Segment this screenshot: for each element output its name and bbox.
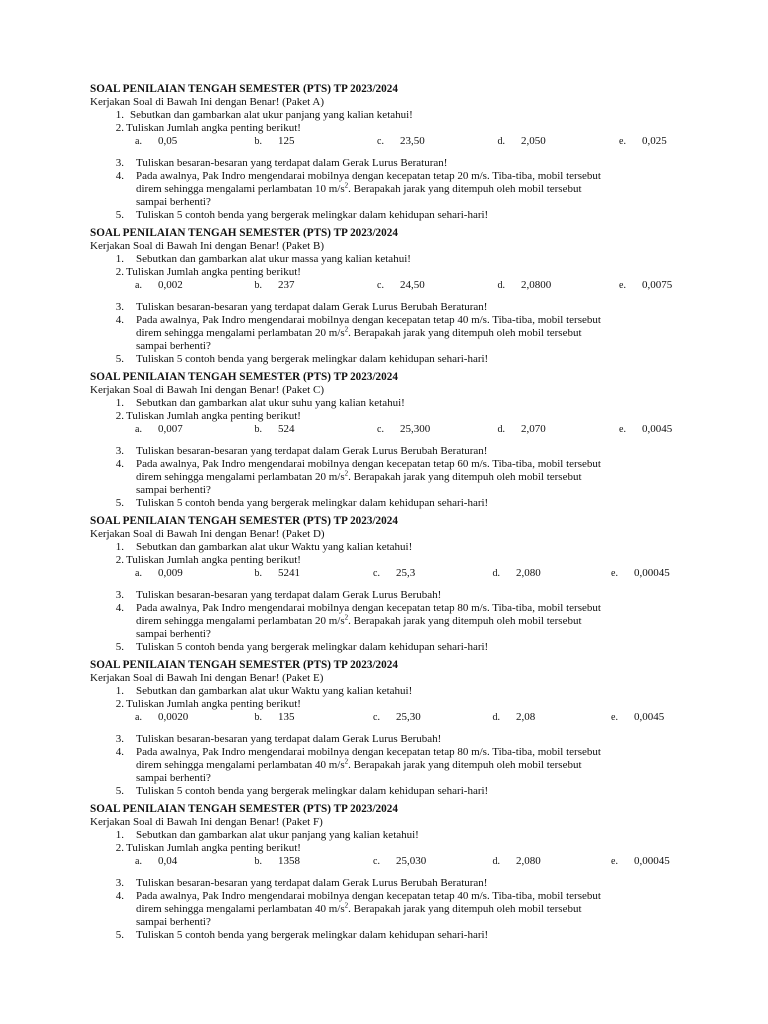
- question-number: 1.: [115, 397, 124, 409]
- exam-section-c: [0, 371, 768, 511]
- option-letter: c.: [373, 856, 380, 867]
- question-text: Tuliskan 5 contoh benda yang bergerak melingkar dalam kehidupan sehari-hari!: [136, 929, 489, 941]
- question-text: Tuliskan besaran-besaran yang terdapat dalam Gerak Lurus Berubah Beraturan!: [136, 445, 488, 457]
- question-number: 1.: [115, 109, 124, 121]
- question-text: Tuliskan Jumlah angka penting berikut!: [126, 554, 301, 566]
- question-text: Tuliskan 5 contoh benda yang bergerak melingkar dalam kehidupan sehari-hari!: [136, 497, 489, 509]
- option-value: 0,00045: [634, 567, 670, 579]
- option-letter: c.: [377, 280, 384, 291]
- section-title: SOAL PENILAIAN TENGAH SEMESTER (PTS) TP 2023/2024: [90, 371, 398, 383]
- option-letter: a.: [135, 280, 142, 291]
- section-instruction: Kerjakan Soal di Bawah Ini dengan Benar! (Paket C): [90, 384, 324, 396]
- question-number: 3.: [115, 733, 124, 745]
- option-value: 0,0020: [158, 711, 189, 723]
- option-letter: a.: [135, 568, 142, 579]
- section-title: SOAL PENILAIAN TENGAH SEMESTER (PTS) TP 2023/2024: [90, 659, 398, 671]
- question-number: 4.: [115, 170, 124, 182]
- exam-section-d: [0, 515, 768, 655]
- question-text: Pada awalnya, Pak Indro mengendarai mobilnya dengan kecepatan tetap 80 m/s. Tiba-tiba, mobil tersebut: [136, 746, 601, 758]
- superscript: 2: [344, 757, 349, 766]
- option-letter: c.: [377, 136, 384, 147]
- question-number: 1.: [115, 685, 124, 697]
- question-text: Tuliskan 5 contoh benda yang bergerak melingkar dalam kehidupan sehari-hari!: [136, 353, 489, 365]
- section-title: SOAL PENILAIAN TENGAH SEMESTER (PTS) TP 2023/2024: [90, 803, 398, 815]
- question-text: Tuliskan Jumlah angka penting berikut!: [126, 698, 301, 710]
- option-value: 2,080: [516, 855, 541, 867]
- option-letter: a.: [135, 712, 142, 723]
- question-text-line: sampai berhenti?: [136, 916, 211, 928]
- option-value: 0,04: [158, 855, 178, 867]
- option-value: 25,300: [400, 423, 431, 435]
- question-text: Sebutkan dan gambarkan alat ukur panjang yang kalian ketahui!: [136, 829, 419, 841]
- question-number: 1.: [115, 829, 124, 841]
- question-number: 4.: [115, 602, 124, 614]
- option-value: 0,025: [642, 135, 667, 147]
- text-span: direm sehingga mengalami perlambatan 40 m/s: [136, 903, 345, 915]
- text-span: . Berapakah jarak yang ditempuh oleh mobil tersebut: [348, 471, 582, 483]
- text-span: direm sehingga mengalami perlambatan 40 m/s: [136, 759, 345, 771]
- option-letter: d.: [497, 424, 505, 435]
- section-title: SOAL PENILAIAN TENGAH SEMESTER (PTS) TP 2023/2024: [90, 515, 398, 527]
- superscript: 2: [344, 325, 349, 334]
- option-value: 2,08: [516, 711, 536, 723]
- exam-section-f: [0, 803, 768, 943]
- question-text: Tuliskan Jumlah angka penting berikut!: [126, 842, 301, 854]
- question-text-line: sampai berhenti?: [136, 196, 211, 208]
- option-value: 2,080: [516, 567, 541, 579]
- question-number: 3.: [115, 301, 124, 313]
- question-number: 2.: [115, 698, 124, 710]
- question-number: 2.: [115, 554, 124, 566]
- question-number: 2.: [115, 842, 124, 854]
- option-value: 25,3: [396, 567, 416, 579]
- option-letter: d.: [497, 280, 505, 291]
- question-number: 5.: [115, 929, 124, 941]
- option-letter: d.: [497, 136, 505, 147]
- option-value: 25,030: [396, 855, 427, 867]
- question-text-line: [136, 903, 582, 916]
- section-instruction: Kerjakan Soal di Bawah Ini dengan Benar! (Paket D): [90, 528, 325, 540]
- section-instruction: Kerjakan Soal di Bawah Ini dengan Benar! (Paket E): [90, 672, 324, 684]
- option-letter: b.: [254, 568, 262, 579]
- text-span: . Berapakah jarak yang ditempuh oleh mobil tersebut: [348, 615, 582, 627]
- question-number: 3.: [115, 877, 124, 889]
- question-text: Tuliskan besaran-besaran yang terdapat dalam Gerak Lurus Berubah!: [136, 589, 442, 601]
- superscript: 2: [344, 181, 349, 190]
- option-value: 0,0075: [642, 279, 673, 291]
- question-text-line: sampai berhenti?: [136, 772, 211, 784]
- option-letter: a.: [135, 424, 142, 435]
- question-text: Pada awalnya, Pak Indro mengendarai mobilnya dengan kecepatan tetap 40 m/s. Tiba-tiba, mobil tersebut: [136, 890, 601, 902]
- question-number: 5.: [115, 785, 124, 797]
- option-value: 0,05: [158, 135, 178, 147]
- question-text: Pada awalnya, Pak Indro mengendarai mobilnya dengan kecepatan tetap 20 m/s. Tiba-tiba, mobil tersebut: [136, 170, 601, 182]
- option-value: 2,070: [521, 423, 546, 435]
- option-letter: c.: [377, 424, 384, 435]
- question-text: Tuliskan Jumlah angka penting berikut!: [126, 122, 301, 134]
- option-value: 135: [278, 711, 295, 723]
- question-number: 3.: [115, 445, 124, 457]
- question-number: 2.: [115, 410, 124, 422]
- text-span: direm sehingga mengalami perlambatan 20 m/s: [136, 327, 345, 339]
- question-number: 3.: [115, 589, 124, 601]
- exam-section-a: [0, 83, 768, 223]
- superscript: 2: [344, 901, 349, 910]
- question-number: 4.: [115, 746, 124, 758]
- option-value: 24,50: [400, 279, 425, 291]
- option-letter: a.: [135, 136, 142, 147]
- option-letter: a.: [135, 856, 142, 867]
- question-number: 2.: [115, 122, 124, 134]
- question-number: 5.: [115, 209, 124, 221]
- question-text-line: [136, 471, 582, 484]
- question-text: Tuliskan besaran-besaran yang terdapat dalam Gerak Lurus Beraturan!: [136, 157, 448, 169]
- question-text: Sebutkan dan gambarkan alat ukur suhu yang kalian ketahui!: [136, 397, 405, 409]
- section-title: SOAL PENILAIAN TENGAH SEMESTER (PTS) TP 2023/2024: [90, 227, 398, 239]
- option-value: 25,30: [396, 711, 421, 723]
- question-number: 3.: [115, 157, 124, 169]
- text-span: direm sehingga mengalami perlambatan 20 m/s: [136, 615, 345, 627]
- option-value: 237: [278, 279, 295, 291]
- question-text-line: sampai berhenti?: [136, 340, 211, 352]
- question-number: 4.: [115, 314, 124, 326]
- section-instruction: Kerjakan Soal di Bawah Ini dengan Benar! (Paket A): [90, 96, 324, 108]
- question-text-line: [136, 759, 582, 772]
- question-text: Tuliskan 5 contoh benda yang bergerak melingkar dalam kehidupan sehari-hari!: [136, 785, 489, 797]
- option-letter: d.: [492, 856, 500, 867]
- question-number: 4.: [115, 890, 124, 902]
- text-span: . Berapakah jarak yang ditempuh oleh mobil tersebut: [348, 327, 582, 339]
- question-text: Pada awalnya, Pak Indro mengendarai mobilnya dengan kecepatan tetap 80 m/s. Tiba-tiba, mobil tersebut: [136, 602, 601, 614]
- option-value: 0,0045: [642, 423, 673, 435]
- option-value: 2,050: [521, 135, 546, 147]
- question-number: 5.: [115, 497, 124, 509]
- option-value: 2,0800: [521, 279, 552, 291]
- question-number: 1.: [115, 253, 124, 265]
- option-value: 0,00045: [634, 855, 670, 867]
- question-text: Sebutkan dan gambarkan alat ukur Waktu yang kalian ketahui!: [136, 541, 413, 553]
- option-letter: b.: [254, 424, 262, 435]
- option-letter: b.: [254, 280, 262, 291]
- option-letter: e.: [619, 280, 626, 291]
- question-text: Tuliskan 5 contoh benda yang bergerak melingkar dalam kehidupan sehari-hari!: [136, 209, 489, 221]
- option-letter: e.: [611, 568, 618, 579]
- question-text-line: [136, 327, 582, 340]
- superscript: 2: [344, 469, 349, 478]
- question-text-line: [136, 183, 582, 196]
- section-instruction: Kerjakan Soal di Bawah Ini dengan Benar! (Paket B): [90, 240, 324, 252]
- question-text: Pada awalnya, Pak Indro mengendarai mobilnya dengan kecepatan tetap 40 m/s. Tiba-tiba, mobil tersebut: [136, 314, 601, 326]
- question-number: 2.: [115, 266, 124, 278]
- question-text-line: sampai berhenti?: [136, 628, 211, 640]
- option-letter: e.: [611, 856, 618, 867]
- option-letter: d.: [492, 712, 500, 723]
- question-number: 1.: [115, 541, 124, 553]
- option-letter: e.: [619, 424, 626, 435]
- section-title: SOAL PENILAIAN TENGAH SEMESTER (PTS) TP 2023/2024: [90, 83, 398, 95]
- option-letter: e.: [611, 712, 618, 723]
- question-number: 5.: [115, 641, 124, 653]
- question-text: Sebutkan dan gambarkan alat ukur massa yang kalian ketahui!: [136, 253, 411, 265]
- option-value: 0,007: [158, 423, 183, 435]
- question-text: Tuliskan Jumlah angka penting berikut!: [126, 410, 301, 422]
- question-text: Tuliskan besaran-besaran yang terdapat dalam Gerak Lurus Berubah Beraturan!: [136, 301, 488, 313]
- exam-section-b: [0, 227, 768, 367]
- option-value: 1358: [278, 855, 300, 867]
- option-value: 524: [278, 423, 295, 435]
- option-letter: b.: [254, 136, 262, 147]
- question-text-line: sampai berhenti?: [136, 484, 211, 496]
- option-letter: b.: [254, 856, 262, 867]
- superscript: 2: [344, 613, 349, 622]
- question-text: Tuliskan besaran-besaran yang terdapat dalam Gerak Lurus Berubah Beraturan!: [136, 877, 488, 889]
- question-text: Tuliskan 5 contoh benda yang bergerak melingkar dalam kehidupan sehari-hari!: [136, 641, 489, 653]
- section-instruction: Kerjakan Soal di Bawah Ini dengan Benar! (Paket F): [90, 816, 323, 828]
- option-letter: c.: [373, 712, 380, 723]
- question-number: 5.: [115, 353, 124, 365]
- question-text: Sebutkan dan gambarkan alat ukur panjang yang kalian ketahui!: [130, 109, 413, 121]
- question-text: Tuliskan Jumlah angka penting berikut!: [126, 266, 301, 278]
- text-span: . Berapakah jarak yang ditempuh oleh mobil tersebut: [348, 183, 582, 195]
- question-text: Sebutkan dan gambarkan alat ukur Waktu yang kalian ketahui!: [136, 685, 413, 697]
- question-number: 4.: [115, 458, 124, 470]
- exam-section-e: [0, 659, 768, 799]
- question-text-line: [136, 615, 582, 628]
- option-letter: b.: [254, 712, 262, 723]
- text-span: . Berapakah jarak yang ditempuh oleh mobil tersebut: [348, 759, 582, 771]
- text-span: . Berapakah jarak yang ditempuh oleh mobil tersebut: [348, 903, 582, 915]
- option-value: 23,50: [400, 135, 425, 147]
- option-value: 0,002: [158, 279, 183, 291]
- text-span: direm sehingga mengalami perlambatan 10 m/s: [136, 183, 345, 195]
- question-text: Pada awalnya, Pak Indro mengendarai mobilnya dengan kecepatan tetap 60 m/s. Tiba-tiba, mobil tersebut: [136, 458, 601, 470]
- text-span: direm sehingga mengalami perlambatan 20 m/s: [136, 471, 345, 483]
- option-value: 0,009: [158, 567, 183, 579]
- question-text: Tuliskan besaran-besaran yang terdapat dalam Gerak Lurus Berubah!: [136, 733, 442, 745]
- option-letter: c.: [373, 568, 380, 579]
- option-letter: e.: [619, 136, 626, 147]
- option-letter: d.: [492, 568, 500, 579]
- option-value: 125: [278, 135, 295, 147]
- option-value: 5241: [278, 567, 300, 579]
- option-value: 0,0045: [634, 711, 665, 723]
